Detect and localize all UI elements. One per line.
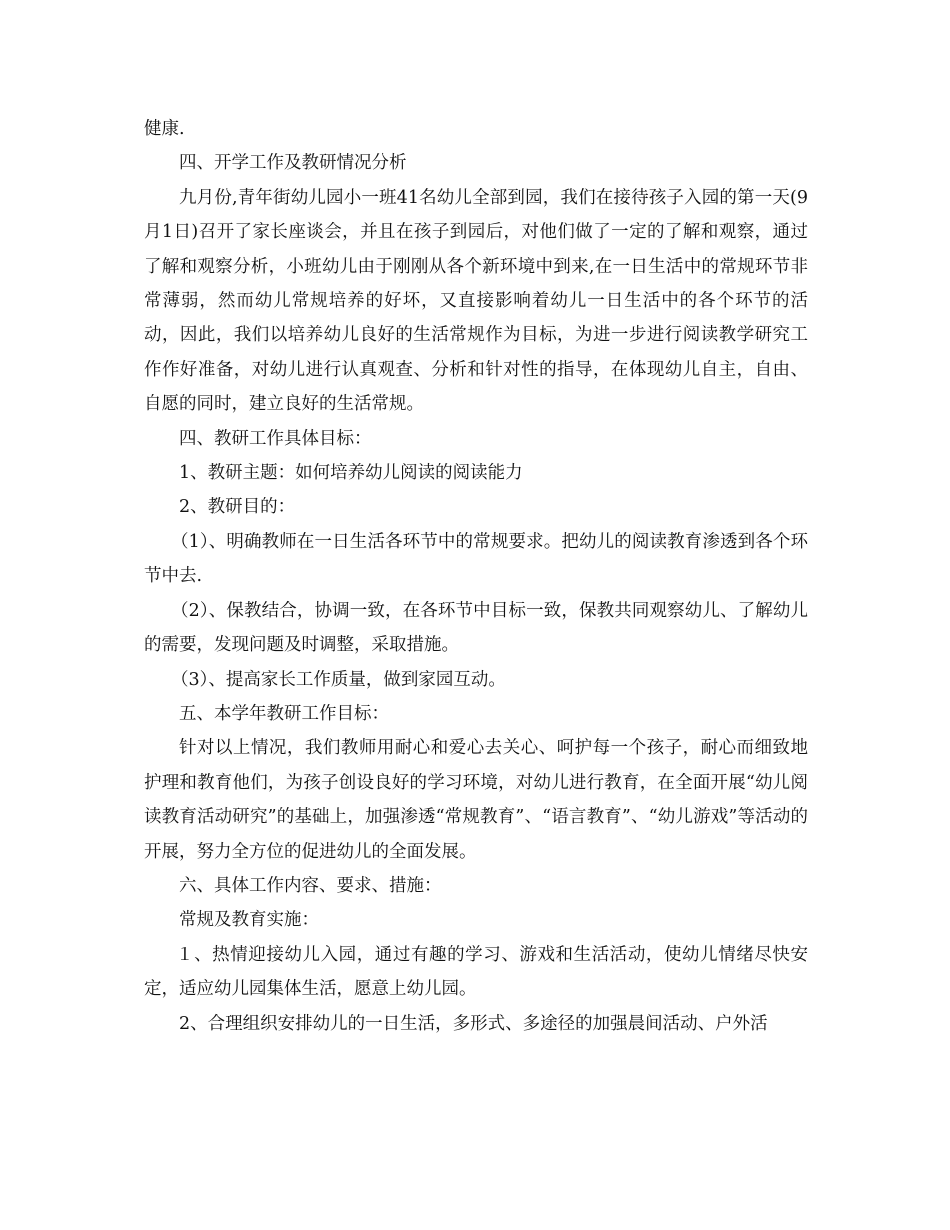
paragraph-september-overview: 九月份,青年街幼儿园小一班41名幼儿全部到园，我们在接待孩子入园的第一天(9月1日)召开了家长座谈会，并且在孩子到园后，对他们做了一定的了解和观察，通过了解和观察分析，小班幼儿由于刚刚从各个新环境中到来,在一日生活中的常规环节非常薄弱，然而幼儿常规培养的好坏，又直接影响着幼儿一日生活中的各个环节的活动，因此，我们以培养幼儿良好的生活常规作为目标，为进一步进行阅读教学研究工作作好准备，对幼儿进行认真观查、分析和针对性的指导，在体现幼儿自主，自由、自愿的同时，建立良好的生活常规。 — [144, 187, 808, 415]
section-heading-4-semester-analysis: 四、开学工作及教研情况分析 — [179, 153, 407, 174]
list-item-research-purpose: 2、教研目的： — [179, 497, 296, 518]
section-heading-5-annual-goals: 五、本学年教研工作目标： — [179, 703, 389, 724]
list-item-research-theme: 1、教研主题：如何培养幼儿阅读的阅读能力 — [179, 463, 523, 484]
paragraph-continuation: 健康. — [144, 119, 185, 139]
section-heading-6-work-content: 六、具体工作内容、要求、措施： — [179, 875, 442, 896]
sub-item-3: （3）、提高家长工作质量，做到家园互动。 — [171, 669, 506, 690]
sub-item-2: （2）、保教结合，协调一致，在各环节中目标一致，保教共同观察幼儿、了解幼儿的需要，发现问题及时调整，采取措施。 — [144, 600, 808, 656]
document-body — [144, 112, 808, 1041]
subheading-routine-education: 常规及教育实施： — [179, 910, 319, 931]
sub-item-1: （1）、明确教师在一日生活各环节中的常规要求。把幼儿的阅读教育渗透到各个环节中去. — [144, 531, 808, 587]
section-heading-4-research-goals: 四、教研工作具体目标： — [179, 428, 372, 449]
paragraph-teacher-approach: 针对以上情况，我们教师用耐心和爱心去关心、呵护每一个孩子，耐心而细致地护理和教育他们，为孩子创设良好的学习环境，对幼儿进行教育，在全面开展“幼儿阅读教育活动研究”的基础上，加强渗透“常规教育”、“语言教育”、“幼儿游戏”等活动的开展，努力全方位的促进幼儿的全面发展。 — [144, 738, 808, 862]
list-item-welcome-children: １、热情迎接幼儿入园，通过有趣的学习、游戏和生活活动，使幼儿情绪尽快安定，适应幼儿园集体生活，愿意上幼儿园。 — [144, 944, 808, 1000]
list-item-daily-schedule: 2、合理组织安排幼儿的一日生活，多形式、多途径的加强晨间活动、户外活 — [179, 1013, 768, 1034]
